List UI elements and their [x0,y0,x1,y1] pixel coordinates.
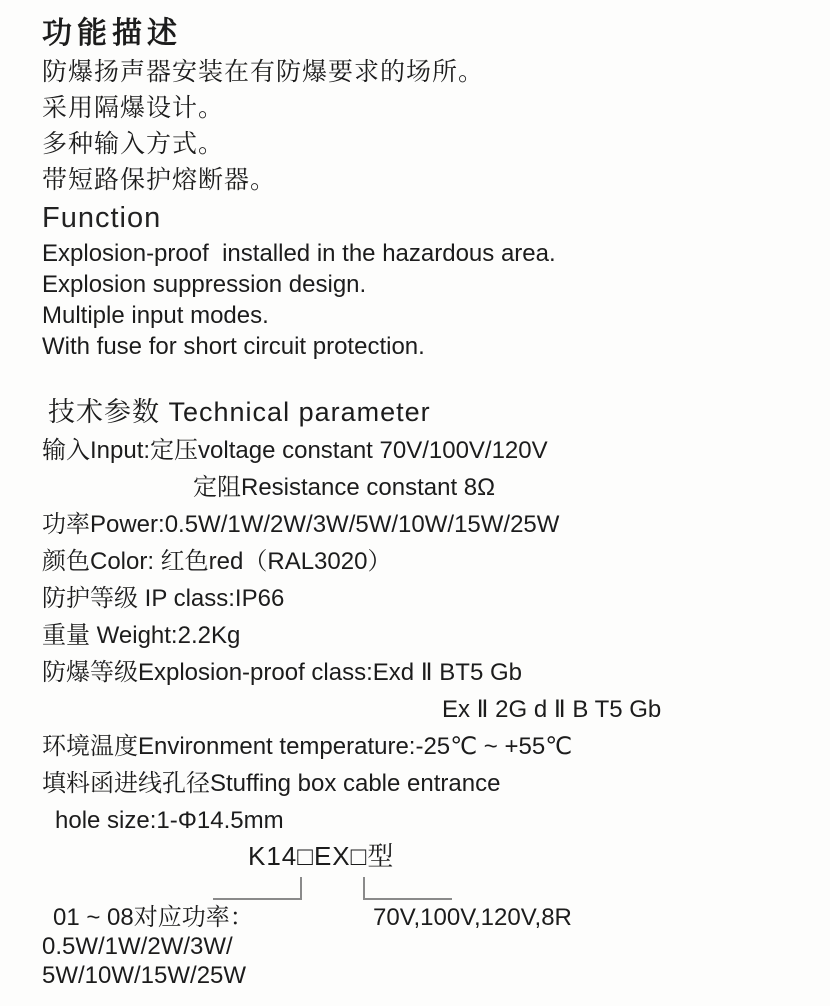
function-line-en: Explosion-proof installed in the hazardous area. [42,240,556,267]
power-option-label [42,903,254,990]
function-line-en: With fuse for short circuit protection. [42,333,425,360]
spec-line-stuffing-box: 填料函进线孔径Stuffing box cable entrance [42,770,501,797]
function-line-zh: 防爆扬声器安装在有防爆要求的场所。 [42,58,485,86]
spec-line-hole-size: hole size:1-Φ14.5mm [55,807,284,834]
model-ordering-diagram [0,839,830,1006]
power-option-title: 01 ~ 08对应功率： [53,904,254,931]
spec-line-environment-temperature: 环境温度Environment temperature:-25℃ ~ +55℃ [42,733,573,760]
function-line-en: Explosion suppression design. [42,271,367,298]
spec-line-resistance: 定阻Resistance constant 8Ω [193,474,496,501]
connector-line-voltage-option [363,877,452,900]
function-line-zh: 带短路保护熔断器。 [42,166,277,194]
spec-line-ex-marking: Ex Ⅱ 2G d Ⅱ B T5 Gb [442,696,662,723]
spec-line-explosion-proof-class: 防爆等级Explosion-proof class:Exd Ⅱ BT5 Gb [42,659,522,686]
power-option-values: 5W/10W/15W/25W [42,962,247,989]
spec-line-ip-class: 防护等级 IP class:IP66 [42,585,285,612]
technical-parameter-heading: 技术参数 Technical parameter [48,397,431,427]
power-option-values: 0.5W/1W/2W/3W/ [42,933,233,960]
connector-line-power-option [213,877,302,900]
function-line-zh: 采用隔爆设计。 [42,94,225,122]
function-heading-en: Function [42,202,162,234]
spec-line-power: 功率Power:0.5W/1W/2W/3W/5W/10W/15W/25W [42,511,560,538]
model-code: K14□EX□型 [248,841,395,871]
function-heading-zh: 功能描述 [42,17,182,50]
spec-line-input: 输入Input:定压voltage constant 70V/100V/120V [42,437,548,464]
spec-line-weight: 重量 Weight:2.2Kg [42,622,241,649]
function-line-en: Multiple input modes. [42,302,269,329]
spec-line-color: 颜色Color: 红色red（RAL3020） [42,548,392,575]
function-line-zh: 多种输入方式。 [42,130,225,158]
voltage-option-label: 70V,100V,120V,8R [373,904,572,931]
